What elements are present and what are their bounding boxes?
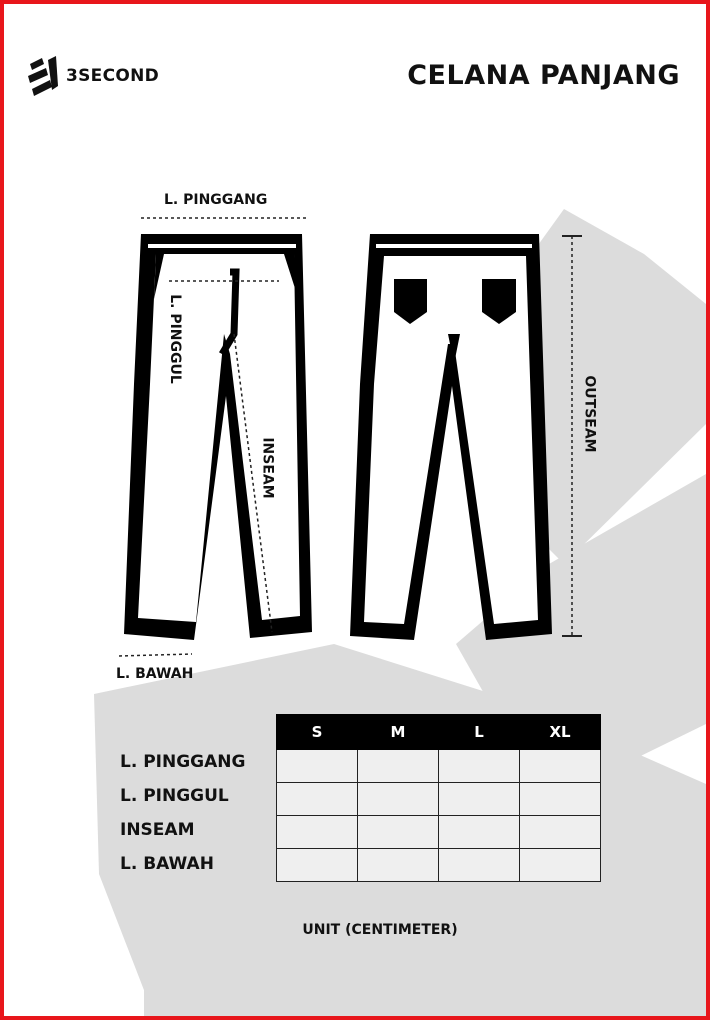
waist-label: L. PINGGANG	[164, 192, 268, 208]
table-cell	[358, 750, 439, 783]
pants-back-view	[350, 234, 582, 640]
table-cell	[277, 849, 358, 882]
pants-front-view	[119, 218, 312, 656]
table-cell	[520, 783, 601, 816]
table-header-row	[277, 715, 601, 750]
row-label-inseam: INSEAM	[120, 820, 195, 840]
hem-label: L. BAWAH	[116, 666, 194, 682]
column-header: XL	[520, 715, 601, 750]
table-cell	[358, 849, 439, 882]
table-cell	[520, 849, 601, 882]
column-header: S	[277, 715, 358, 750]
table-row	[277, 783, 601, 816]
pants-diagram	[4, 4, 706, 704]
page-title: CELANA PANJANG	[407, 60, 680, 91]
table-row	[277, 816, 601, 849]
table-cell	[358, 816, 439, 849]
row-label-hip: L. PINGGUL	[120, 786, 229, 806]
hip-label: L. PINGGUL	[166, 294, 183, 384]
table-cell	[277, 816, 358, 849]
inseam-label: INSEAM	[259, 437, 276, 499]
table-cell	[520, 750, 601, 783]
table-cell	[520, 816, 601, 849]
table-cell	[439, 816, 520, 849]
table-cell	[277, 750, 358, 783]
table-row	[277, 849, 601, 882]
table-row	[277, 750, 601, 783]
row-label-waist: L. PINGGANG	[120, 752, 246, 772]
column-header: M	[358, 715, 439, 750]
table-cell	[439, 849, 520, 882]
unit-note: UNIT (CENTIMETER)	[302, 922, 458, 938]
table-cell	[439, 750, 520, 783]
table-cell	[439, 783, 520, 816]
table-cell	[358, 783, 439, 816]
brand-name: 3SECOND	[66, 66, 160, 86]
row-label-hem: L. BAWAH	[120, 854, 214, 874]
size-table	[276, 714, 601, 882]
column-header: L	[439, 715, 520, 750]
outseam-label: OUTSEAM	[581, 375, 598, 453]
table-cell	[277, 783, 358, 816]
